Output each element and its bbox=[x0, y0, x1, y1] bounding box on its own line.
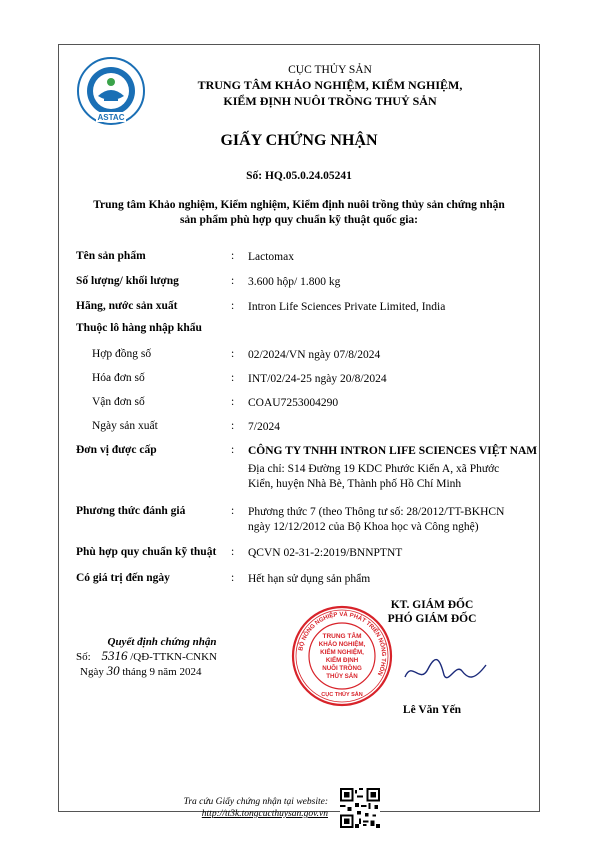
field-label: Phương thức đánh giá bbox=[76, 505, 186, 517]
field-value: Hết hạn sử dụng sản phẩm bbox=[248, 573, 371, 585]
decision-title: Quyết định chứng nhận bbox=[107, 636, 217, 648]
signatory-title-line2: PHÓ GIÁM ĐỐC bbox=[387, 613, 477, 625]
official-stamp-icon bbox=[290, 604, 394, 708]
stamp-ring-text: BỘ NÔNG NGHIỆP VÀ PHÁT TRIỂN NÔNG THÔN bbox=[298, 611, 387, 677]
field-colon: : bbox=[231, 546, 235, 558]
field-label: Phù hợp quy chuẩn kỹ thuật bbox=[76, 546, 217, 558]
decision-day-prefix: Ngày bbox=[80, 666, 104, 678]
agency-name: CỤC THỦY SẢN bbox=[288, 64, 372, 76]
intro-line2: sản phẩm phù hợp quy chuẩn kỹ thuật quốc gia: bbox=[179, 214, 419, 226]
certificate-number: Số: HQ.05.0.24.05241 bbox=[246, 170, 352, 182]
field-label: Hãng, nước sản xuất bbox=[76, 300, 178, 312]
stamp-line6: THỦY SẢN bbox=[326, 673, 358, 680]
stamp-bottom: CỤC THỦY SẢN bbox=[321, 692, 363, 698]
field-value bbox=[248, 444, 538, 492]
decision-no-value: 5316 bbox=[101, 648, 128, 663]
field-label: Có giá trị đến ngày bbox=[76, 572, 170, 584]
footer-lookup bbox=[150, 796, 328, 820]
intro-line1: Trung tâm Khảo nghiệm, Kiểm nghiệm, Kiểm định nuôi trồng thủy sản chứng nhận bbox=[93, 199, 505, 211]
field-colon: : bbox=[231, 444, 235, 456]
decision-no-prefix: Số: bbox=[76, 651, 91, 663]
field-label: Hợp đồng số bbox=[92, 348, 152, 360]
stamp-line4: KIỂM ĐỊNH bbox=[325, 657, 359, 664]
decision-day-suffix: tháng 9 năm 2024 bbox=[122, 666, 202, 678]
field-label: Số lượng/ khối lượng bbox=[76, 275, 179, 287]
field-value: 3.600 hộp/ 1.800 kg bbox=[248, 276, 341, 288]
stamp-line2: KHẢO NGHIỆM, bbox=[318, 641, 366, 648]
qr-code-icon bbox=[340, 788, 380, 828]
decision-no-suffix: /QĐ-TTKN-CNKN bbox=[130, 651, 217, 663]
field-value bbox=[248, 505, 538, 535]
center-name-line2: KIỂM ĐỊNH NUÔI TRỒNG THUỶ SẢN bbox=[223, 94, 437, 108]
field-value: INT/02/24-25 ngày 20/8/2024 bbox=[248, 373, 387, 385]
astac-logo-icon bbox=[76, 56, 146, 126]
field-value: Lactomax bbox=[248, 251, 294, 263]
provider-company: CÔNG TY TNHH INTRON LIFE SCIENCES VIỆT NAM bbox=[248, 445, 538, 457]
field-label: Vận đơn số bbox=[92, 396, 145, 408]
signer-name: Lê Văn Yến bbox=[402, 704, 462, 716]
field-value: 7/2024 bbox=[248, 421, 280, 433]
document-title: GIẤY CHỨNG NHẬN bbox=[220, 132, 378, 149]
center-name-line1: TRUNG TÂM KHẢO NGHIỆM, KIỂM NGHIỆM, bbox=[197, 78, 463, 92]
provider-address-line2: Kiển, huyện Nhà Bè, Thành phố Hồ Chí Minh bbox=[248, 478, 462, 490]
field-label: Ngày sản xuất bbox=[92, 420, 158, 432]
field-value: COAU7253004290 bbox=[248, 397, 339, 409]
stamp-line1: TRUNG TÂM bbox=[322, 633, 362, 640]
field-colon: : bbox=[231, 250, 235, 262]
field-colon: : bbox=[231, 372, 235, 384]
field-colon: : bbox=[231, 396, 235, 408]
decision-date-line bbox=[76, 664, 236, 679]
field-colon: : bbox=[231, 572, 235, 584]
footer-text: Tra cứu Giấy chứng nhận tại website: bbox=[183, 797, 328, 807]
stamp-line5: NUÔI TRỒNG bbox=[322, 665, 362, 672]
signatory-title-line1: KT. GIÁM ĐỐC bbox=[390, 599, 474, 611]
decision-block bbox=[76, 636, 236, 679]
field-colon: : bbox=[231, 420, 235, 432]
handwritten-signature-icon bbox=[400, 655, 490, 690]
field-label: Đơn vị được cấp bbox=[76, 444, 157, 456]
method-line2: ngày 12/12/2012 của Bộ Khoa học và Công nghệ) bbox=[248, 521, 479, 533]
stamp-line3: KIỂM NGHIỆM, bbox=[320, 649, 364, 656]
decision-number-line bbox=[76, 649, 236, 664]
field-value: 02/2024/VN ngày 07/8/2024 bbox=[248, 349, 381, 361]
method-line1: Phương thức 7 (theo Thông tư số: 28/2012/TT-BKHCN bbox=[248, 506, 505, 518]
field-colon: : bbox=[231, 348, 235, 360]
field-label: Tên sản phẩm bbox=[76, 250, 146, 262]
field-colon: : bbox=[231, 275, 235, 287]
decision-day-value: 30 bbox=[106, 663, 120, 678]
logo-text: ASTAC bbox=[97, 113, 125, 122]
field-colon: : bbox=[231, 505, 235, 517]
field-value: Intron Life Sciences Private Limited, India bbox=[248, 301, 446, 313]
footer-url-link[interactable]: http://tt3k.tongcucthuysan.gov.vn bbox=[201, 809, 328, 819]
field-colon: : bbox=[231, 300, 235, 312]
field-label: Hóa đơn số bbox=[92, 372, 145, 384]
field-value: QCVN 02-31-2:2019/BNNPTNT bbox=[248, 547, 403, 559]
field-label: Thuộc lô hàng nhập khẩu bbox=[76, 322, 202, 334]
provider-address-line1: Địa chỉ: S14 Đường 19 KDC Phước Kiển A, xã Phước bbox=[248, 463, 500, 475]
intro-statement bbox=[70, 198, 528, 228]
